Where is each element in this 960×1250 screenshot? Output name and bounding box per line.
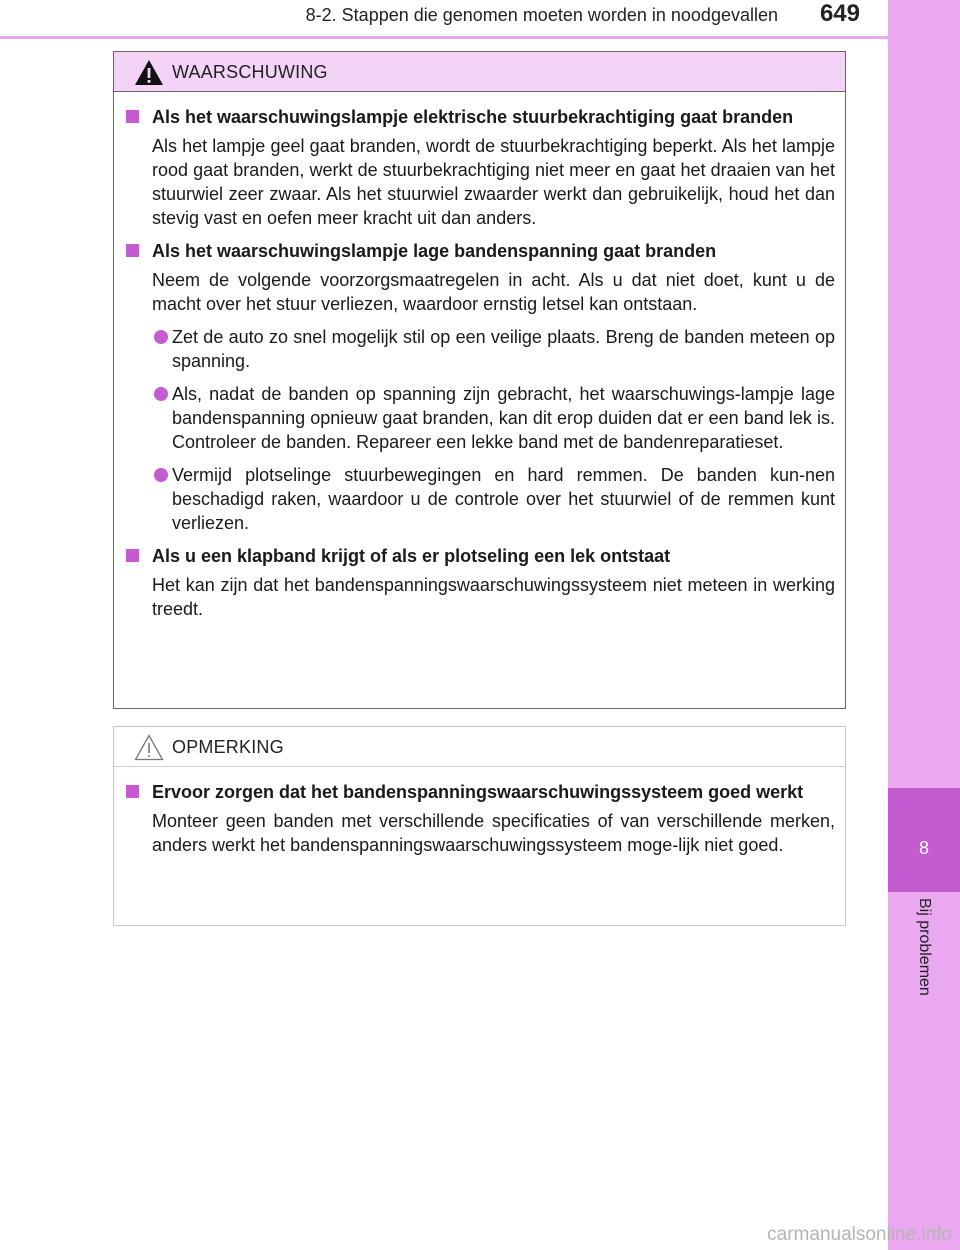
list-item: Vermijd plotselinge stuurbewegingen en hard remmen. De banden kun-nen beschadigd raken, waardoor u de controle over het stuurwiel of de remmen kunt verliezen. bbox=[124, 463, 835, 535]
chapter-label: Bij problemen bbox=[916, 898, 933, 996]
note-header bbox=[114, 727, 845, 767]
section-text: Het kan zijn dat het bandenspanningswaarschuwingssysteem niet meteen in werking treedt. bbox=[152, 575, 835, 619]
page-number: 649 bbox=[819, 0, 860, 27]
warning-label: WAARSCHUWING bbox=[172, 62, 328, 82]
square-bullet-icon bbox=[126, 110, 139, 123]
section-heading: Ervoor zorgen dat het bandenspanningswaarschuwingssysteem goed werkt bbox=[124, 780, 835, 804]
section-title: 8-2. Stappen die genomen moeten worden in noodgevallen bbox=[305, 5, 778, 25]
chapter-side-tab bbox=[888, 0, 960, 1250]
square-bullet-icon bbox=[126, 549, 139, 562]
note-label: OPMERKING bbox=[172, 737, 284, 757]
note-section bbox=[124, 780, 835, 857]
square-bullet-icon bbox=[126, 244, 139, 257]
section-text: Monteer geen banden met verschillende specificaties of van verschillende merken, anders werkt het bandenspanningswaarschuwingssysteem moge-lijk niet goed. bbox=[152, 811, 835, 855]
watermark: carmanualsonline.info bbox=[767, 1224, 952, 1245]
round-bullet-icon bbox=[154, 468, 168, 482]
warning-section bbox=[124, 105, 835, 230]
warning-triangle-icon bbox=[134, 59, 164, 86]
chapter-number: 8 bbox=[918, 838, 929, 858]
warning-box bbox=[113, 51, 846, 709]
section-text: Als het lampje geel gaat branden, wordt de stuurbekrachtiging beperkt. Als het lampje rood gaat branden, werkt de stuurbekrachtiging niet meer en gaat het draaien van het stuurwiel zeer zwaar. Als het stuurwiel zwaarder werkt dan gebruikelijk, houd het dan stevig vast en oefen meer kracht uit dan anders. bbox=[152, 136, 835, 228]
list-item: Zet de auto zo snel mogelijk stil op een veilige plaats. Breng de banden meteen op spanning. bbox=[124, 325, 835, 373]
round-bullet-icon bbox=[154, 330, 168, 344]
warning-section bbox=[124, 544, 835, 621]
warning-section bbox=[124, 239, 835, 535]
square-bullet-icon bbox=[126, 785, 139, 798]
section-heading: Als u een klapband krijgt of als er plotseling een lek ontstaat bbox=[124, 544, 835, 568]
warning-header bbox=[114, 52, 845, 92]
section-heading: Als het waarschuwingslampje elektrische stuurbekrachtiging gaat branden bbox=[124, 105, 835, 129]
round-bullet-icon bbox=[154, 387, 168, 401]
caution-triangle-outline-icon bbox=[134, 734, 164, 761]
section-text: Neem de volgende voorzorgsmaatregelen in acht. Als u dat niet doet, kunt u de macht over het stuur verliezen, waardoor ernstig letsel kan ontstaan. bbox=[152, 270, 835, 314]
section-heading: Als het waarschuwingslampje lage bandenspanning gaat branden bbox=[124, 239, 835, 263]
header-rule bbox=[0, 36, 888, 39]
note-box bbox=[113, 726, 846, 926]
list-item: Als, nadat de banden op spanning zijn gebracht, het waarschuwings-lampje lage bandenspanning opnieuw gaat branden, kan dit erop duiden dat er een band lek is. Controleer de banden. Repareer een lekke band met de bandenreparatieset. bbox=[124, 382, 835, 454]
page-header bbox=[0, 0, 888, 40]
